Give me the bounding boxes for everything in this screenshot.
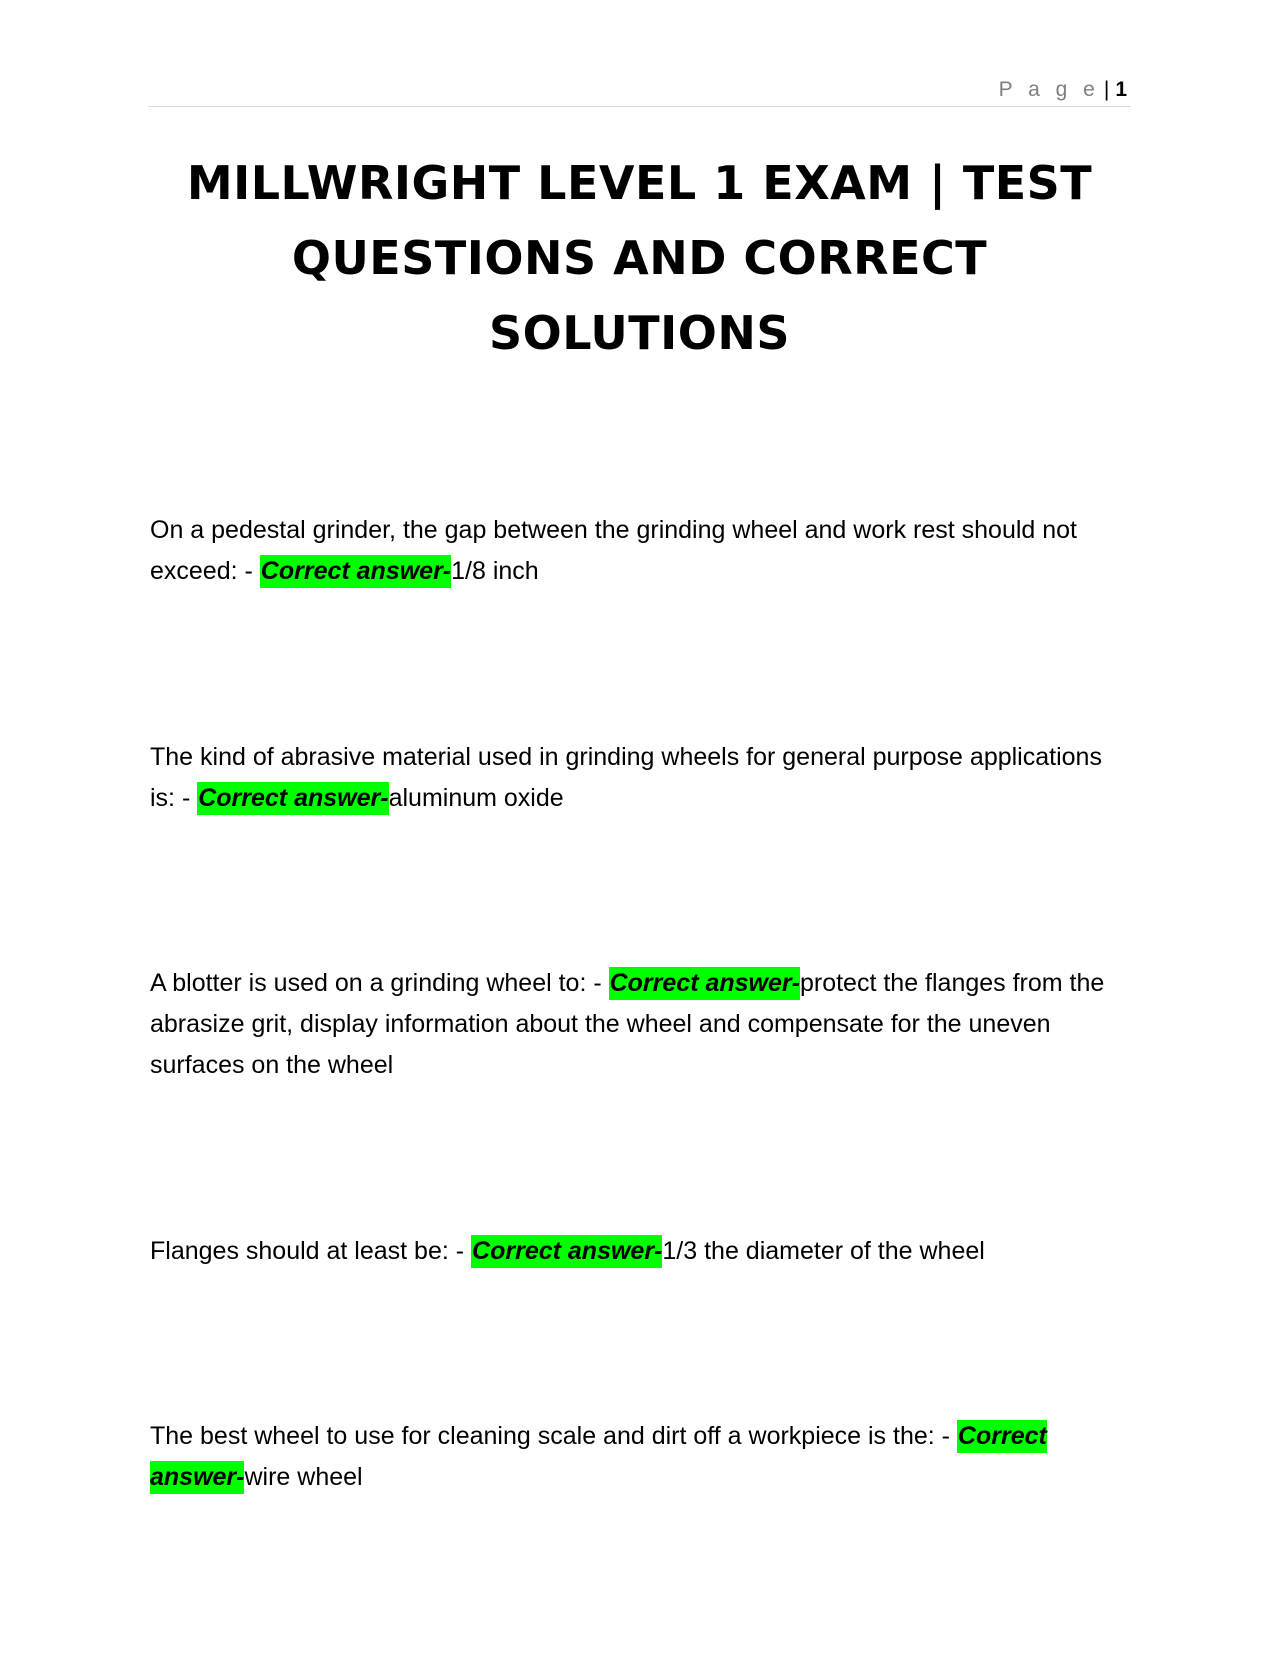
qa-item-5 [150, 1416, 1130, 1498]
document-title: MILLWRIGHT LEVEL 1 EXAM | TEST QUESTIONS AND CORRECT SOLUTIONS [186, 156, 1093, 360]
answer-text: 1/8 inch [451, 557, 539, 585]
page-separator: | [1103, 78, 1110, 101]
question-text: The best wheel to use for cleaning scale and dirt off a workpiece is the: - [150, 1422, 957, 1450]
question-text: On a pedestal grinder, the gap between the grinding wheel and work rest should not exceed: - [150, 516, 1078, 585]
page-word: P a g e [998, 78, 1100, 101]
answer-text: protect the flanges from the abrasize grit, display information about the wheel and compensate for the uneven surfaces on the wheel [150, 969, 1105, 1079]
answer-text: 1/3 the diameter of the wheel [662, 1237, 985, 1265]
answer-text: wire wheel [244, 1463, 363, 1491]
answer-label: Correct answer- [197, 782, 388, 815]
question-text: Flanges should at least be: - [150, 1237, 472, 1265]
page-number: 1 [1115, 78, 1127, 101]
question-text: A blotter is used on a grinding wheel to: - [150, 969, 609, 997]
page-header [148, 74, 1131, 107]
page-number-label [999, 78, 1127, 102]
qa-item-3 [150, 963, 1130, 1086]
answer-label: Correct answer- [471, 1235, 662, 1268]
answer-label: Correct answer- [609, 967, 800, 1000]
question-text: The kind of abrasive material used in grinding wheels for general purpose applications is: - [150, 743, 1102, 812]
qa-item-1 [150, 510, 1130, 592]
answer-label: Correct answer- [150, 1420, 1047, 1494]
answer-text: aluminum oxide [388, 784, 564, 812]
qa-item-4 [150, 1231, 1130, 1272]
answer-label: Correct answer- [260, 555, 451, 588]
qa-item-2 [150, 737, 1130, 819]
